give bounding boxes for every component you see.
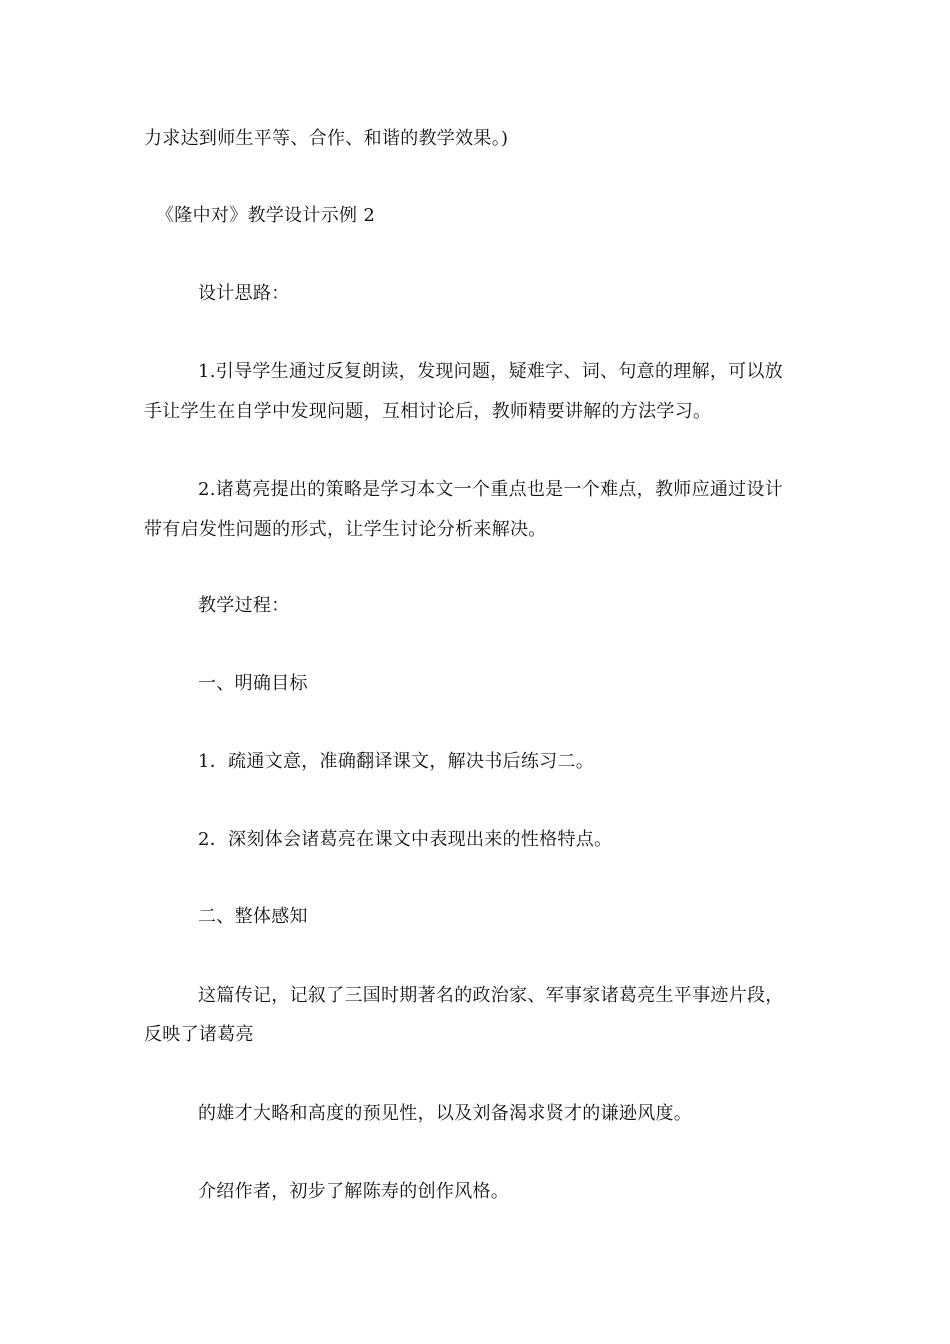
design-point-2-line-2: 带有启发性问题的形式，让学生讨论分析来解决。 bbox=[144, 519, 547, 540]
perception-line-3: 的雄才大略和高度的预见性，以及刘备渴求贤才的谦逊风度。 bbox=[198, 1103, 693, 1124]
design-heading: 设计思路： bbox=[198, 283, 290, 304]
author-intro-text: 介绍作者，初步了解陈寿的创作风格。 bbox=[198, 1181, 510, 1202]
design-point-2-line-1: 2.诸葛亮提出的策略是学习本文一个重点也是一个难点，教师应通过设计 bbox=[198, 479, 784, 500]
process-heading: 教学过程： bbox=[198, 595, 290, 616]
design-point-1-line-2: 手让学生在自学中发现问题，互相讨论后，教师精要讲解的方法学习。 bbox=[144, 401, 712, 422]
design-point-1-line-1: 1.引导学生通过反复朗读，发现问题，疑难字、词、句意的理解，可以放 bbox=[198, 361, 784, 382]
perception-line-2: 反映了诸葛亮 bbox=[144, 1024, 254, 1045]
continuation-text: 力求达到师生平等、合作、和谐的教学效果。) bbox=[144, 128, 509, 149]
section-1-heading: 一、明确目标 bbox=[198, 673, 308, 694]
goal-1-text: 1．疏通文意，准确翻译课文，解决书后练习二。 bbox=[198, 751, 595, 772]
perception-line-1: 这篇传记，记叙了三国时期著名的政治家、军事家诸葛亮生平事迹片段， bbox=[198, 985, 784, 1006]
section-2-heading: 二、整体感知 bbox=[198, 906, 308, 927]
goal-2-text: 2．深刻体会诸葛亮在课文中表现出来的性格特点。 bbox=[198, 829, 613, 850]
document-title: 《隆中对》教学设计示例 2 bbox=[156, 205, 376, 226]
